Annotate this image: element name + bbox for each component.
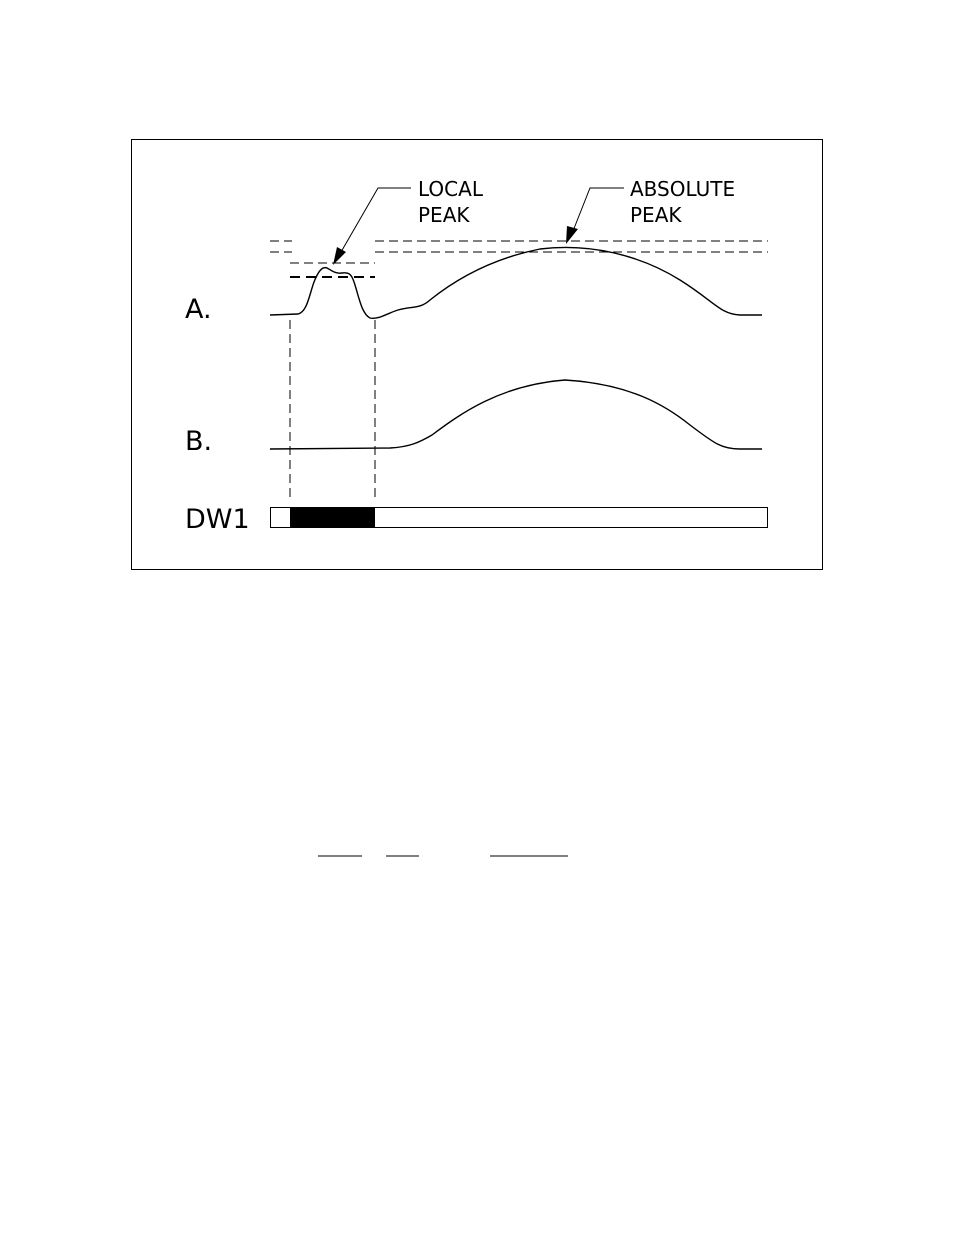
local-peak-label-line1: LOCAL (418, 177, 483, 201)
signal-b-label: B. (185, 426, 213, 457)
signal-b-curve (270, 380, 762, 449)
local-peak-arrowhead (333, 247, 346, 265)
dw1-bar (271, 508, 768, 528)
signal-a-label: A. (185, 294, 212, 325)
dw1-label: DW1 (185, 504, 250, 535)
signal-a-curve (270, 247, 762, 318)
vertical-guide-lines (290, 320, 375, 500)
absolute-peak-label-line2: PEAK (630, 203, 682, 227)
absolute-peak-label-line1: ABSOLUTE (630, 177, 736, 201)
dw1-active-window (290, 508, 375, 527)
absolute-peak-callout (566, 177, 735, 244)
local-peak-label-line2: PEAK (418, 203, 470, 227)
